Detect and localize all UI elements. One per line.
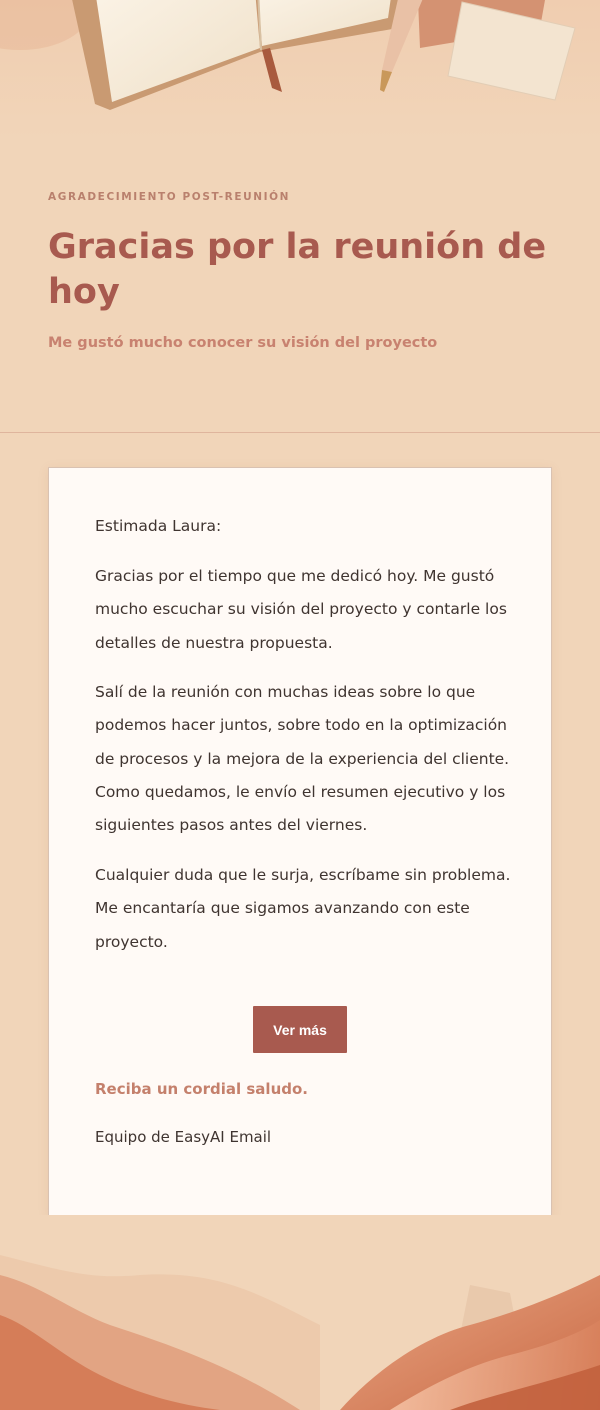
body-paragraph: Cualquier duda que le surja, escríbame sin problema. Me encantaría que sigamos avanzando con este proyecto. (95, 866, 511, 951)
eyebrow-label: AGRADECIMIENTO POST-REUNIÓN (48, 191, 291, 203)
body-paragraph: Gracias por el tiempo que me dedicó hoy. Me gustó mucho escuchar su visión del proyecto y contarle los detalles de nuestra propuesta. (95, 567, 507, 652)
greeting-text: Estimada Laura: (95, 517, 222, 535)
header-divider (0, 432, 600, 433)
footer-illustration (0, 1215, 600, 1410)
closing-text: Reciba un cordial saludo. (95, 1080, 308, 1098)
desk-flatlay-illustration (0, 0, 600, 140)
signature-text: Equipo de EasyAI Email (95, 1128, 272, 1146)
message-card (48, 467, 552, 1216)
page-title: Gracias por la reunión de hoy (48, 227, 547, 312)
body-paragraph: Salí de la reunión con muchas ideas sobre lo que podemos hacer juntos, sobre todo en la optimización de procesos y la mejora de la experiencia del cliente. Como quedamos, le envío el resumen ejecutivo y los siguientes pasos antes del viernes. (95, 683, 510, 835)
page-subtitle: Me gustó mucho conocer su visión del proyecto (48, 335, 438, 351)
hero-illustration (0, 0, 600, 140)
see-more-button[interactable]: Ver más (253, 1006, 347, 1053)
silk-fabric-illustration (0, 1215, 600, 1410)
